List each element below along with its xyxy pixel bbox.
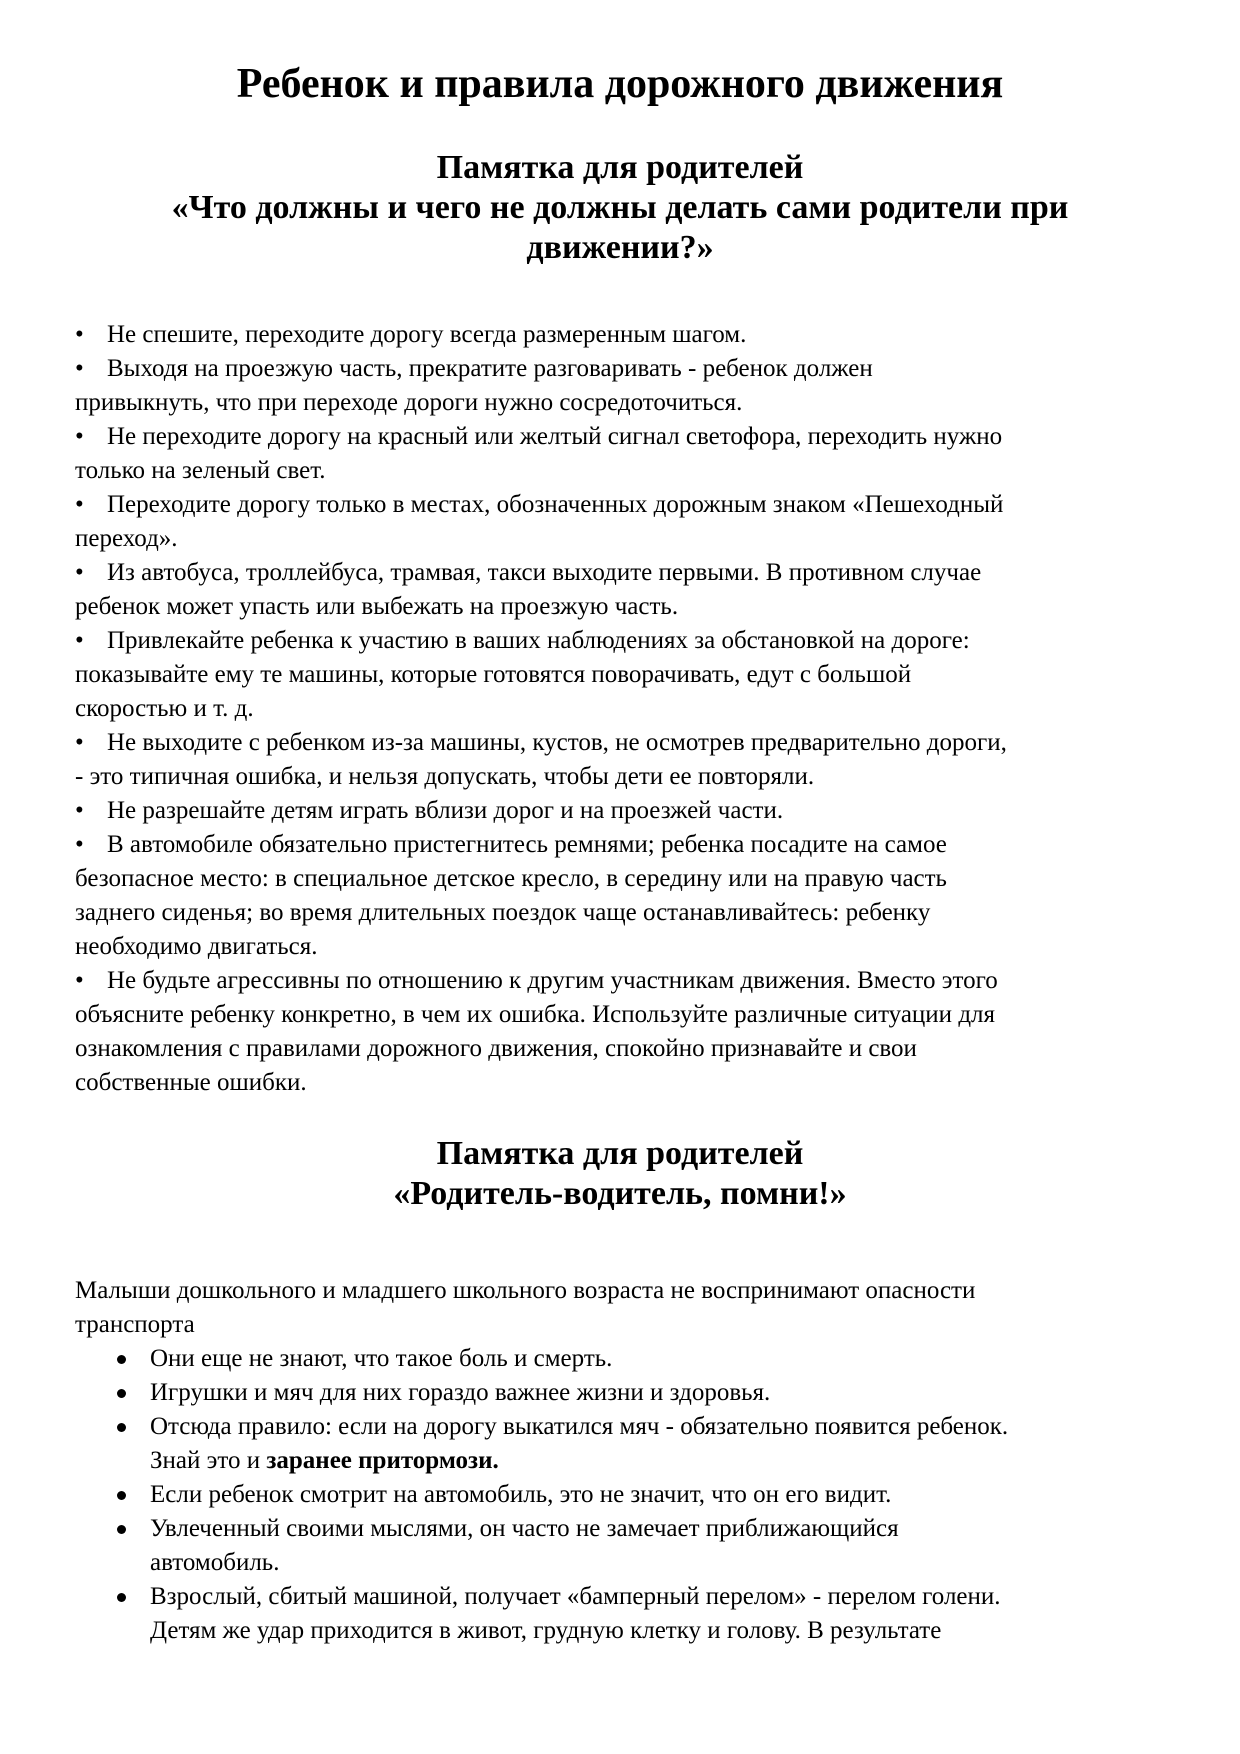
list-item-text: скоростью и т. д. bbox=[75, 695, 254, 722]
memo2-intro-line1: Малыши дошкольного и младшего школьного возраста не воспринимают опасности bbox=[75, 1277, 976, 1304]
bullet-icon: • bbox=[75, 967, 84, 994]
list-item-text: Отсюда правило: если на дорогу выкатился мяч - обязательно появится ребенок. bbox=[150, 1413, 1009, 1440]
list-item-text: Взрослый, сбитый машиной, получает «бамперный перелом» - перелом голени. bbox=[150, 1583, 1001, 1610]
memo2-heading-line2: «Родитель-водитель, помни!» bbox=[393, 1175, 847, 1212]
memo2-intro bbox=[75, 1274, 1175, 1342]
list-item-text bbox=[75, 964, 1175, 998]
list-item-line: Не будьте агрессивны по отношению к другим участникам движения. Вместо этого bbox=[107, 967, 998, 994]
list-item-line: Привлекайте ребенка к участию в ваших наблюдениях за обстановкой на дороге: bbox=[107, 627, 970, 654]
list-item-text bbox=[75, 318, 1175, 352]
list-item-text bbox=[75, 488, 1175, 522]
list-item-text: Если ребенок смотрит на автомобиль, это не значит, что он его видит. bbox=[150, 1481, 892, 1508]
list-item-text: Знай это и bbox=[150, 1447, 267, 1474]
bullet-icon bbox=[117, 1389, 126, 1398]
list-item-text: - это типичная ошибка, и нельзя допускать, чтобы дети ее повторяли. bbox=[75, 763, 815, 790]
list-item-text bbox=[75, 828, 1175, 862]
list-item bbox=[75, 1376, 1175, 1410]
memo2-intro-line2: транспорта bbox=[75, 1311, 195, 1338]
bullet-icon: • bbox=[75, 355, 84, 382]
list-item-line: Не разрешайте детям играть вблизи дорог и на проезжей части. bbox=[107, 797, 784, 824]
bullet-icon: • bbox=[75, 627, 84, 654]
bullet-icon: • bbox=[75, 797, 84, 824]
bullet-icon bbox=[117, 1355, 126, 1364]
bullet-icon: • bbox=[75, 559, 84, 586]
list-item bbox=[75, 1580, 1175, 1648]
document-title: Ребенок и правила дорожного движения bbox=[236, 61, 1004, 107]
list-item-text: Детям же удар приходится в живот, грудную клетку и голову. В результате bbox=[150, 1617, 942, 1644]
memo1-heading-line1: Памятка для родителей bbox=[436, 149, 804, 186]
memo1-heading-line2: «Что должны и чего не должны делать сами родители при bbox=[171, 189, 1069, 226]
bullet-icon bbox=[117, 1423, 126, 1432]
memo1-list bbox=[75, 318, 1175, 1100]
list-item-line: Не переходите дорогу на красный или желтый сигнал светофора, переходить нужно bbox=[107, 423, 1003, 450]
memo1-heading-line3: движении?» bbox=[526, 229, 714, 266]
list-item-line: Из автобуса, троллейбуса, трамвая, такси выходите первыми. В противном случае bbox=[107, 559, 982, 586]
list-item-line: В автомобиле обязательно пристегнитесь ремнями; ребенка посадите на самое bbox=[107, 831, 947, 858]
list-item-text bbox=[75, 726, 1175, 760]
list-item-text bbox=[75, 420, 1175, 454]
emphasis-text: заранее притормози. bbox=[266, 1447, 499, 1474]
list-item bbox=[75, 828, 1175, 964]
list-item bbox=[75, 1478, 1175, 1512]
list-item bbox=[75, 726, 1175, 794]
memo2-heading-line1: Памятка для родителей bbox=[436, 1135, 804, 1172]
list-item-line: Не спешите, переходите дорогу всегда размеренным шагом. bbox=[107, 321, 747, 348]
list-item-text: только на зеленый свет. bbox=[75, 457, 326, 484]
bullet-icon bbox=[117, 1525, 126, 1534]
list-item-text: Увлеченный своими мыслями, он часто не замечает приближающийся bbox=[150, 1515, 899, 1542]
bullet-icon bbox=[117, 1593, 126, 1602]
list-item bbox=[75, 1512, 1175, 1580]
bullet-icon: • bbox=[75, 831, 84, 858]
list-item bbox=[75, 556, 1175, 624]
list-item bbox=[75, 318, 1175, 352]
list-item-text: необходимо двигаться. bbox=[75, 933, 318, 960]
list-item-line: Переходите дорогу только в местах, обозначенных дорожным знаком «Пешеходный bbox=[107, 491, 1004, 518]
list-item-text: Игрушки и мяч для них гораздо важнее жизни и здоровья. bbox=[150, 1379, 771, 1406]
list-item-text: переход». bbox=[75, 525, 178, 552]
list-item-text: ознакомления с правилами дорожного движения, спокойно признавайте и свои bbox=[75, 1035, 917, 1062]
list-item-line: Не выходите с ребенком из-за машины, кустов, не осмотрев предварительно дороги, bbox=[107, 729, 1007, 756]
list-item bbox=[75, 964, 1175, 1100]
list-item bbox=[75, 352, 1175, 420]
bullet-icon bbox=[117, 1491, 126, 1500]
bullet-icon: • bbox=[75, 491, 84, 518]
list-item-line: Выходя на проезжую часть, прекратите разговаривать - ребенок должен bbox=[107, 355, 873, 382]
list-item-text: безопасное место: в специальное детское кресло, в середину или на правую часть bbox=[75, 865, 947, 892]
bullet-icon: • bbox=[75, 729, 84, 756]
list-item-text: ребенок может упасть или выбежать на проезжую часть. bbox=[75, 593, 679, 620]
memo2-list bbox=[75, 1342, 1175, 1648]
bullet-icon: • bbox=[75, 423, 84, 450]
list-item-text bbox=[75, 624, 1175, 658]
list-item-text bbox=[75, 556, 1175, 590]
list-item bbox=[75, 1342, 1175, 1376]
list-item-text: заднего сиденья; во время длительных поездок чаще останавливайтесь: ребенку bbox=[75, 899, 931, 926]
list-item bbox=[75, 488, 1175, 556]
list-item-text: привыкнуть, что при переходе дороги нужно сосредоточиться. bbox=[75, 389, 743, 416]
list-item-text: собственные ошибки. bbox=[75, 1069, 307, 1096]
list-item-text: объясните ребенку конкретно, в чем их ошибка. Используйте различные ситуации для bbox=[75, 1001, 996, 1028]
list-item-text: Они еще не знают, что такое боль и смерть. bbox=[150, 1345, 613, 1372]
memo2-heading bbox=[100, 1134, 1140, 1214]
list-item bbox=[75, 420, 1175, 488]
list-item-text bbox=[75, 352, 1175, 386]
memo1-heading bbox=[100, 148, 1140, 268]
bullet-icon: • bbox=[75, 321, 84, 348]
list-item bbox=[75, 1410, 1175, 1478]
list-item bbox=[75, 794, 1175, 828]
list-item-text: автомобиль. bbox=[150, 1549, 280, 1576]
list-item bbox=[75, 624, 1175, 726]
list-item-text bbox=[150, 1444, 1175, 1478]
list-item-text: показывайте ему те машины, которые готовятся поворачивать, едут с большой bbox=[75, 661, 912, 688]
list-item-text bbox=[75, 794, 1175, 828]
